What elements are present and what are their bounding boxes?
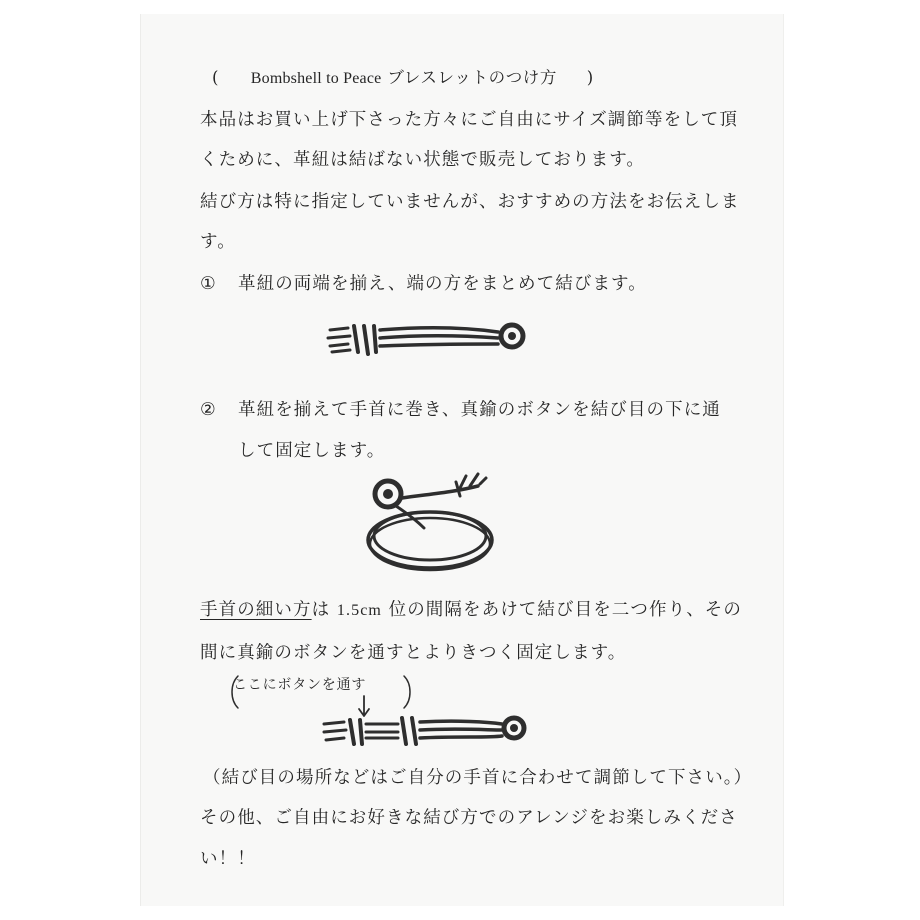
footer-line-1: （結び目の場所などはご自分の手首に合わせて調節して下さい。） bbox=[203, 768, 753, 788]
footer-line-3: い！！ bbox=[200, 849, 256, 869]
thin-wrist-measure: 1.5cm bbox=[336, 602, 382, 619]
intro-line-4: す。 bbox=[200, 232, 236, 252]
intro-line-3: 結び方は特に指定していませんが、おすすめの方法をお伝えしま bbox=[200, 192, 740, 212]
step-2-number: ② bbox=[200, 400, 216, 420]
document-title bbox=[212, 70, 594, 87]
title-open-paren: ( bbox=[212, 68, 220, 87]
title-brand: Bombshell to Peace bbox=[250, 70, 382, 87]
step-2-text-line-2: して固定します。 bbox=[238, 441, 386, 461]
step-1-number: ① bbox=[200, 274, 216, 294]
knotted-cord-illustration bbox=[320, 316, 530, 362]
intro-line-2: くために、革紐は結ばない状態で販売しております。 bbox=[200, 150, 645, 170]
thin-wrist-particle: は bbox=[311, 600, 331, 620]
thin-wrist-line-1-rest: 位の間隔をあけて結び目を二つ作り、その bbox=[388, 600, 743, 620]
thin-wrist-line-1 bbox=[200, 602, 742, 620]
double-knot-illustration bbox=[318, 708, 530, 752]
intro-line-1: 本品はお買い上げ下さった方々にご自由にサイズ調節等をして頂 bbox=[200, 110, 738, 130]
step-1-text: 革紐の両端を揃え、端の方をまとめて結びます。 bbox=[238, 274, 647, 294]
annotation-label: ここにボタンを通す bbox=[233, 677, 367, 693]
title-close-paren: ) bbox=[586, 68, 594, 87]
thin-wrist-line-2: 間に真鍮のボタンを通すとよりきつく固定します。 bbox=[200, 643, 627, 663]
step-2-text-line-1: 革紐を揃えて手首に巻き、真鍮のボタンを結び目の下に通 bbox=[238, 400, 721, 420]
footer-line-2: その他、ご自由にお好きな結び方でのアレンジをお楽しみくださ bbox=[200, 808, 738, 828]
thin-wrist-label: 手首の細い方 bbox=[200, 600, 312, 620]
title-text: ブレスレットのつけ方 bbox=[387, 68, 557, 87]
wrapped-bracelet-illustration bbox=[360, 470, 500, 576]
